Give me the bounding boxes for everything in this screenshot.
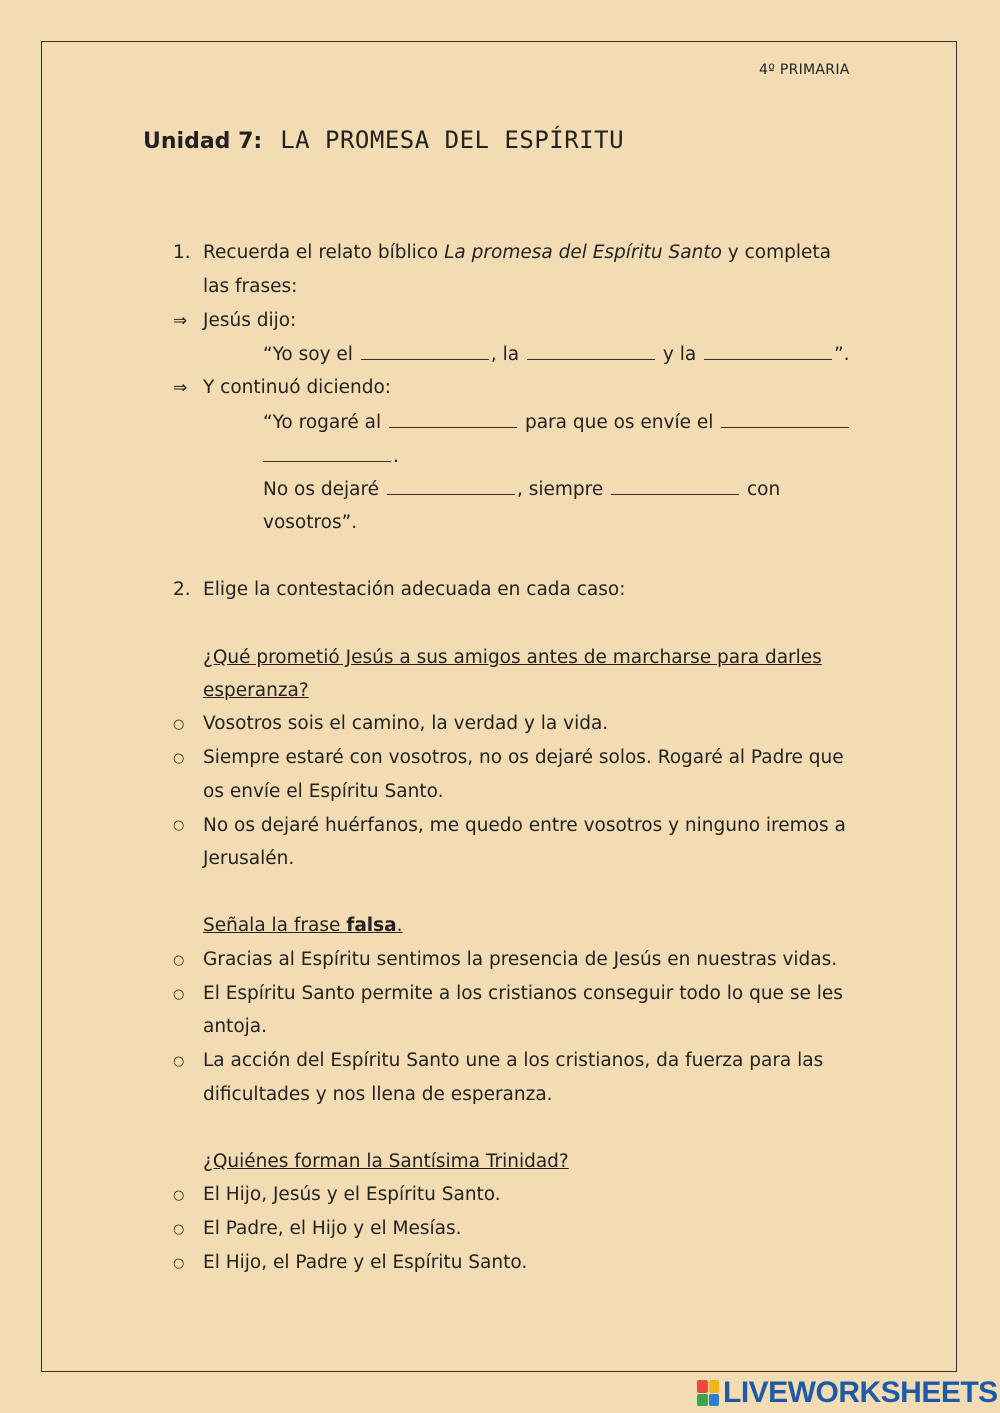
block-2-option-2[interactable]: El Espíritu Santo permite a los cristianos conseguir todo lo que se les — [203, 983, 843, 1004]
quote-1-text-b: , la — [490, 344, 520, 365]
quote-2 — [263, 411, 851, 434]
quote-1-text-c: y la — [662, 344, 697, 365]
block-1-option-1[interactable]: Vosotros sois el camino, la verdad y la vida. — [203, 713, 609, 734]
blank-field[interactable] — [704, 343, 832, 360]
page-title — [143, 126, 624, 154]
blank-field[interactable] — [389, 411, 517, 428]
block-3-question: ¿Quiénes forman la Santísima Trinidad? — [203, 1151, 569, 1172]
question-2-intro: Elige la contestación adecuada en cada caso: — [203, 579, 626, 600]
radio-icon[interactable]: ○ — [173, 987, 185, 1002]
arrow-icon: ⇒ — [173, 378, 188, 398]
quote-1 — [263, 343, 850, 366]
quote-1-text-a: “Yo soy el — [263, 344, 353, 365]
block-1-option-2-cont[interactable]: os envíe el Espíritu Santo. — [203, 781, 444, 802]
block-1-question: ¿Qué prometió Jesús a sus amigos antes de marcharse para darles — [203, 647, 822, 668]
liveworksheets-logo[interactable] — [697, 1376, 998, 1410]
block-2-option-2-cont[interactable]: antoja. — [203, 1016, 267, 1037]
grade-label: 4º PRIMARIA — [759, 62, 850, 78]
quote-3 — [263, 478, 780, 501]
block-3-option-2[interactable]: El Padre, el Hijo y el Mesías. — [203, 1218, 462, 1239]
block-1-question-cont: esperanza? — [203, 680, 309, 701]
question-2-number: 2. — [173, 579, 191, 600]
quote-2-cont — [263, 445, 399, 468]
unit-number: Unidad 7: — [143, 129, 263, 154]
block-1-option-3[interactable]: No os dejaré huérfanos, me quedo entre vosotros y ninguno iremos a — [203, 815, 846, 836]
jesus-said: Jesús dijo: — [203, 310, 297, 331]
intro-text: Recuerda el relato bíblico — [203, 242, 445, 263]
unit-name: LA PROMESA DEL ESPÍRITU — [280, 126, 625, 154]
block-1-option-2[interactable]: Siempre estaré con vosotros, no os dejaré solos. Rogaré al Padre que — [203, 747, 844, 768]
intro-text-end: y completa — [721, 242, 831, 263]
continued-saying: Y continuó diciendo: — [203, 377, 392, 398]
liveworksheets-icon — [697, 1380, 719, 1406]
block-2-option-3[interactable]: La acción del Espíritu Santo une a los cristianos, da fuerza para las — [203, 1050, 824, 1071]
quote-3-text-b: , siempre — [516, 479, 604, 500]
quote-3-text-a: No os dejaré — [263, 479, 380, 500]
radio-icon[interactable]: ○ — [173, 1256, 185, 1271]
blank-field[interactable] — [361, 343, 489, 360]
block-1-option-3-cont[interactable]: Jerusalén. — [203, 848, 295, 869]
radio-icon[interactable]: ○ — [173, 1188, 185, 1203]
radio-icon[interactable]: ○ — [173, 818, 185, 833]
block-3-option-3[interactable]: El Hijo, el Padre y el Espíritu Santo. — [203, 1252, 528, 1273]
block-2-question-end: . — [396, 915, 403, 936]
radio-icon[interactable]: ○ — [173, 717, 185, 732]
radio-icon[interactable]: ○ — [173, 1222, 185, 1237]
quote-3-cont: vosotros”. — [263, 512, 358, 533]
block-2-question-bold: falsa — [346, 915, 397, 936]
story-title: La promesa del Espíritu Santo — [444, 242, 722, 263]
quote-2-text-b: para que os envíe el — [524, 412, 714, 433]
block-2-question-text: Señala la frase — [203, 915, 347, 936]
radio-icon[interactable]: ○ — [173, 1054, 185, 1069]
blank-field[interactable] — [387, 478, 515, 495]
quote-1-text-d: ”. — [834, 344, 850, 365]
blank-field[interactable] — [611, 478, 739, 495]
radio-icon[interactable]: ○ — [173, 751, 185, 766]
blank-field[interactable] — [263, 445, 391, 462]
brand-name: LIVEWORKSHEETS — [723, 1376, 998, 1409]
blank-field[interactable] — [527, 343, 655, 360]
radio-icon[interactable]: ○ — [173, 953, 185, 968]
arrow-icon: ⇒ — [173, 311, 188, 331]
quote-3-text-c: con — [747, 479, 781, 500]
block-2-question — [203, 915, 403, 937]
block-3-option-1[interactable]: El Hijo, Jesús y el Espíritu Santo. — [203, 1184, 501, 1205]
blank-field[interactable] — [721, 411, 849, 428]
question-1-intro-cont: las frases: — [203, 276, 298, 297]
block-2-option-1[interactable]: Gracias al Espíritu sentimos la presencia de Jesús en nuestras vidas. — [203, 949, 838, 970]
question-1-intro — [203, 242, 831, 264]
block-2-option-3-cont[interactable]: dificultades y nos llena de esperanza. — [203, 1084, 553, 1105]
question-1-number: 1. — [173, 242, 191, 263]
quote-2-text-a: “Yo rogaré al — [263, 412, 382, 433]
quote-2-end: . — [393, 446, 399, 467]
